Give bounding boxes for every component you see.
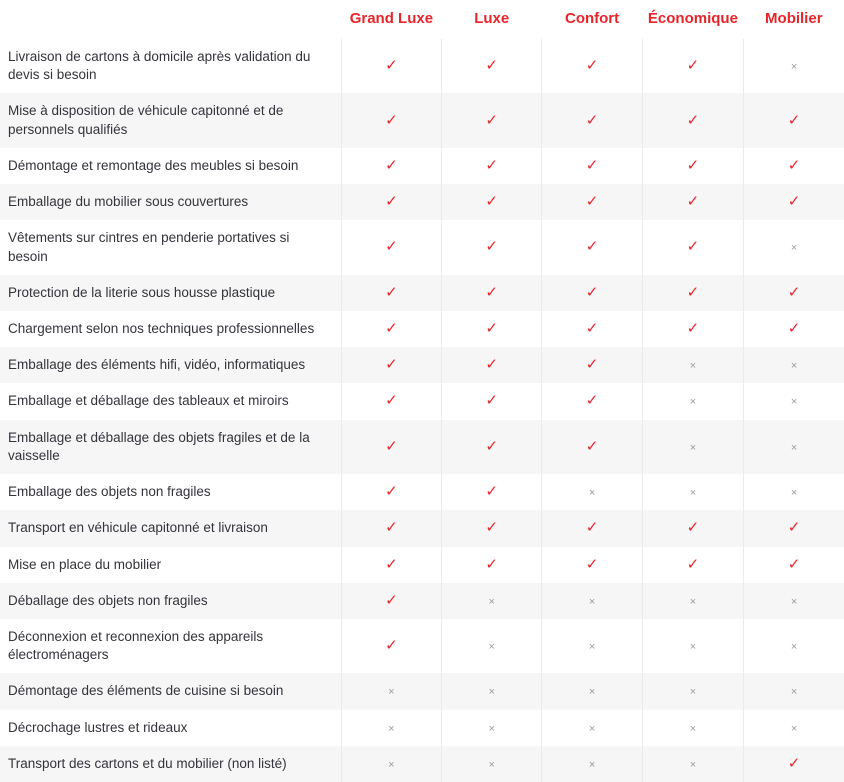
cross-icon: × bbox=[790, 61, 798, 74]
table-row bbox=[0, 583, 844, 619]
cell-plan-0 bbox=[341, 673, 441, 709]
check-icon: ✓ bbox=[686, 319, 700, 337]
feature-label: Mise à disposition de véhicule capitonné et de personnels qualifiés bbox=[0, 93, 341, 147]
cell-plan-4 bbox=[744, 311, 844, 347]
cell-plan-2 bbox=[542, 93, 642, 147]
cell-plan-3 bbox=[642, 383, 743, 419]
cell-plan-4 bbox=[744, 710, 844, 746]
check-icon: ✓ bbox=[585, 356, 599, 374]
cell-plan-2 bbox=[542, 39, 642, 93]
cross-icon: × bbox=[790, 686, 798, 699]
cell-plan-3 bbox=[642, 673, 743, 709]
cross-icon: × bbox=[588, 722, 596, 735]
cell-plan-2 bbox=[542, 420, 642, 474]
cross-icon: × bbox=[689, 487, 697, 500]
cell-plan-2 bbox=[542, 184, 642, 220]
cross-icon: × bbox=[388, 686, 395, 699]
cell-plan-4 bbox=[744, 93, 844, 147]
table-row bbox=[0, 619, 844, 673]
table-row bbox=[0, 347, 844, 383]
check-icon: ✓ bbox=[585, 392, 599, 410]
cell-plan-0 bbox=[341, 311, 441, 347]
cross-icon: × bbox=[790, 396, 798, 409]
cell-plan-0 bbox=[341, 220, 441, 274]
cell-plan-3 bbox=[642, 420, 743, 474]
cell-plan-1 bbox=[442, 547, 542, 583]
column-header-plan-3: Économique bbox=[642, 0, 743, 39]
cell-plan-3 bbox=[642, 583, 743, 619]
cross-icon: × bbox=[689, 686, 697, 699]
feature-label: Transport en véhicule capitonné et livraison bbox=[0, 510, 341, 546]
check-icon: ✓ bbox=[585, 156, 599, 174]
cell-plan-3 bbox=[642, 710, 743, 746]
table-row bbox=[0, 275, 844, 311]
cell-plan-4 bbox=[744, 148, 844, 184]
cell-plan-4 bbox=[744, 510, 844, 546]
feature-label: Protection de la literie sous housse plastique bbox=[0, 275, 341, 311]
check-icon: ✓ bbox=[485, 555, 498, 573]
check-icon: ✓ bbox=[485, 483, 498, 501]
cell-plan-1 bbox=[442, 275, 542, 311]
feature-label: Transport des cartons et du mobilier (non listé) bbox=[0, 746, 341, 782]
cross-icon: × bbox=[689, 360, 697, 373]
check-icon: ✓ bbox=[686, 238, 700, 256]
feature-label: Démontage et remontage des meubles si besoin bbox=[0, 148, 341, 184]
cross-icon: × bbox=[689, 641, 697, 654]
cell-plan-2 bbox=[542, 619, 642, 673]
check-icon: ✓ bbox=[787, 555, 801, 573]
cell-plan-2 bbox=[542, 710, 642, 746]
cell-plan-4 bbox=[744, 347, 844, 383]
check-icon: ✓ bbox=[485, 519, 498, 537]
check-icon: ✓ bbox=[585, 555, 599, 573]
check-icon: ✓ bbox=[585, 238, 599, 256]
cell-plan-1 bbox=[442, 474, 542, 510]
cell-plan-1 bbox=[442, 184, 542, 220]
cell-plan-2 bbox=[542, 148, 642, 184]
table-row bbox=[0, 547, 844, 583]
cell-plan-3 bbox=[642, 510, 743, 546]
cell-plan-0 bbox=[341, 383, 441, 419]
cell-plan-0 bbox=[341, 547, 441, 583]
feature-label: Chargement selon nos techniques professionnelles bbox=[0, 311, 341, 347]
cell-plan-2 bbox=[542, 275, 642, 311]
cell-plan-2 bbox=[542, 673, 642, 709]
cell-plan-1 bbox=[442, 148, 542, 184]
check-icon: ✓ bbox=[485, 238, 498, 256]
cross-icon: × bbox=[790, 595, 798, 608]
table-row bbox=[0, 746, 844, 782]
check-icon: ✓ bbox=[686, 156, 700, 174]
check-icon: ✓ bbox=[485, 319, 498, 337]
cell-plan-1 bbox=[442, 619, 542, 673]
cell-plan-0 bbox=[341, 93, 441, 147]
check-icon: ✓ bbox=[787, 319, 801, 337]
check-icon: ✓ bbox=[385, 238, 398, 256]
check-icon: ✓ bbox=[686, 57, 700, 75]
check-icon: ✓ bbox=[385, 437, 398, 455]
cell-plan-4 bbox=[744, 619, 844, 673]
cell-plan-1 bbox=[442, 510, 542, 546]
check-icon: ✓ bbox=[385, 57, 398, 75]
check-icon: ✓ bbox=[485, 437, 498, 455]
cell-plan-0 bbox=[341, 510, 441, 546]
check-icon: ✓ bbox=[385, 555, 398, 573]
cross-icon: × bbox=[790, 242, 798, 255]
cell-plan-3 bbox=[642, 275, 743, 311]
cross-icon: × bbox=[588, 686, 596, 699]
cell-plan-3 bbox=[642, 347, 743, 383]
check-icon: ✓ bbox=[485, 156, 498, 174]
cell-plan-1 bbox=[442, 383, 542, 419]
cell-plan-0 bbox=[341, 347, 441, 383]
check-icon: ✓ bbox=[686, 519, 700, 537]
cell-plan-2 bbox=[542, 383, 642, 419]
cell-plan-2 bbox=[542, 311, 642, 347]
cell-plan-0 bbox=[341, 148, 441, 184]
cell-plan-0 bbox=[341, 184, 441, 220]
cell-plan-1 bbox=[442, 39, 542, 93]
cross-icon: × bbox=[689, 595, 697, 608]
check-icon: ✓ bbox=[686, 283, 700, 301]
cross-icon: × bbox=[689, 758, 697, 771]
cell-plan-3 bbox=[642, 93, 743, 147]
cell-plan-2 bbox=[542, 510, 642, 546]
table-row bbox=[0, 148, 844, 184]
check-icon: ✓ bbox=[585, 111, 599, 129]
cell-plan-4 bbox=[744, 275, 844, 311]
cell-plan-1 bbox=[442, 710, 542, 746]
check-icon: ✓ bbox=[385, 193, 398, 211]
check-icon: ✓ bbox=[485, 283, 498, 301]
table-row bbox=[0, 420, 844, 474]
cross-icon: × bbox=[488, 595, 495, 608]
check-icon: ✓ bbox=[585, 283, 599, 301]
check-icon: ✓ bbox=[385, 591, 398, 609]
cell-plan-4 bbox=[744, 39, 844, 93]
check-icon: ✓ bbox=[585, 319, 599, 337]
feature-label: Mise en place du mobilier bbox=[0, 547, 341, 583]
cross-icon: × bbox=[689, 396, 697, 409]
check-icon: ✓ bbox=[686, 193, 700, 211]
cell-plan-2 bbox=[542, 347, 642, 383]
cell-plan-0 bbox=[341, 583, 441, 619]
column-header-plan-2: Confort bbox=[542, 0, 642, 39]
check-icon: ✓ bbox=[485, 57, 498, 75]
cell-plan-1 bbox=[442, 220, 542, 274]
check-icon: ✓ bbox=[686, 111, 700, 129]
check-icon: ✓ bbox=[787, 156, 801, 174]
cell-plan-0 bbox=[341, 746, 441, 782]
cell-plan-4 bbox=[744, 220, 844, 274]
table-row bbox=[0, 383, 844, 419]
feature-label: Emballage du mobilier sous couvertures bbox=[0, 184, 341, 220]
column-header-feature bbox=[0, 0, 341, 39]
check-icon: ✓ bbox=[787, 754, 801, 772]
check-icon: ✓ bbox=[385, 319, 398, 337]
check-icon: ✓ bbox=[385, 519, 398, 537]
cell-plan-3 bbox=[642, 311, 743, 347]
cross-icon: × bbox=[588, 758, 596, 771]
cross-icon: × bbox=[790, 722, 798, 735]
check-icon: ✓ bbox=[787, 283, 801, 301]
cell-plan-4 bbox=[744, 547, 844, 583]
cross-icon: × bbox=[790, 441, 798, 454]
cross-icon: × bbox=[689, 722, 697, 735]
cell-plan-1 bbox=[442, 583, 542, 619]
cell-plan-2 bbox=[542, 583, 642, 619]
feature-label: Vêtements sur cintres en penderie portatives si besoin bbox=[0, 220, 341, 274]
cell-plan-1 bbox=[442, 420, 542, 474]
check-icon: ✓ bbox=[485, 356, 498, 374]
table-row bbox=[0, 474, 844, 510]
cross-icon: × bbox=[588, 641, 596, 654]
check-icon: ✓ bbox=[485, 111, 498, 129]
cross-icon: × bbox=[790, 641, 798, 654]
cell-plan-3 bbox=[642, 474, 743, 510]
cell-plan-0 bbox=[341, 474, 441, 510]
feature-label: Décrochage lustres et rideaux bbox=[0, 710, 341, 746]
feature-label: Emballage et déballage des tableaux et miroirs bbox=[0, 383, 341, 419]
feature-label: Déballage des objets non fragiles bbox=[0, 583, 341, 619]
table-body bbox=[0, 39, 844, 782]
cross-icon: × bbox=[388, 722, 395, 735]
cell-plan-3 bbox=[642, 619, 743, 673]
cell-plan-1 bbox=[442, 347, 542, 383]
cell-plan-0 bbox=[341, 39, 441, 93]
check-icon: ✓ bbox=[385, 283, 398, 301]
cell-plan-4 bbox=[744, 746, 844, 782]
check-icon: ✓ bbox=[385, 356, 398, 374]
cell-plan-1 bbox=[442, 93, 542, 147]
check-icon: ✓ bbox=[787, 519, 801, 537]
check-icon: ✓ bbox=[585, 437, 599, 455]
table-row bbox=[0, 39, 844, 93]
cell-plan-3 bbox=[642, 184, 743, 220]
cell-plan-1 bbox=[442, 673, 542, 709]
table-row bbox=[0, 93, 844, 147]
feature-label: Emballage et déballage des objets fragiles et de la vaisselle bbox=[0, 420, 341, 474]
cell-plan-4 bbox=[744, 383, 844, 419]
check-icon: ✓ bbox=[385, 392, 398, 410]
column-header-plan-1: Luxe bbox=[442, 0, 542, 39]
cell-plan-4 bbox=[744, 420, 844, 474]
table-row bbox=[0, 673, 844, 709]
cross-icon: × bbox=[488, 758, 495, 771]
cross-icon: × bbox=[388, 758, 395, 771]
cell-plan-3 bbox=[642, 148, 743, 184]
check-icon: ✓ bbox=[385, 637, 398, 655]
cell-plan-4 bbox=[744, 673, 844, 709]
feature-label: Emballage des éléments hifi, vidéo, informatiques bbox=[0, 347, 341, 383]
table-row bbox=[0, 220, 844, 274]
cell-plan-2 bbox=[542, 474, 642, 510]
table-header bbox=[0, 0, 844, 39]
cell-plan-4 bbox=[744, 583, 844, 619]
feature-label: Démontage des éléments de cuisine si besoin bbox=[0, 673, 341, 709]
cell-plan-3 bbox=[642, 746, 743, 782]
cell-plan-3 bbox=[642, 547, 743, 583]
header-row bbox=[0, 0, 844, 39]
check-icon: ✓ bbox=[385, 156, 398, 174]
cross-icon: × bbox=[488, 722, 495, 735]
cell-plan-0 bbox=[341, 275, 441, 311]
cell-plan-3 bbox=[642, 39, 743, 93]
column-header-plan-4: Mobilier bbox=[744, 0, 844, 39]
column-header-plan-0: Grand Luxe bbox=[341, 0, 441, 39]
check-icon: ✓ bbox=[787, 193, 801, 211]
cell-plan-3 bbox=[642, 220, 743, 274]
check-icon: ✓ bbox=[585, 193, 599, 211]
cell-plan-1 bbox=[442, 746, 542, 782]
table-row bbox=[0, 510, 844, 546]
cell-plan-2 bbox=[542, 547, 642, 583]
cell-plan-4 bbox=[744, 474, 844, 510]
table-row bbox=[0, 184, 844, 220]
cell-plan-0 bbox=[341, 619, 441, 673]
check-icon: ✓ bbox=[787, 111, 801, 129]
cell-plan-4 bbox=[744, 184, 844, 220]
feature-label: Déconnexion et reconnexion des appareils électroménagers bbox=[0, 619, 341, 673]
check-icon: ✓ bbox=[485, 392, 498, 410]
cross-icon: × bbox=[488, 686, 495, 699]
cross-icon: × bbox=[588, 487, 596, 500]
check-icon: ✓ bbox=[585, 519, 599, 537]
check-icon: ✓ bbox=[686, 555, 700, 573]
cross-icon: × bbox=[790, 360, 798, 373]
table-row bbox=[0, 710, 844, 746]
cell-plan-2 bbox=[542, 220, 642, 274]
check-icon: ✓ bbox=[585, 57, 599, 75]
cross-icon: × bbox=[689, 441, 697, 454]
cell-plan-2 bbox=[542, 746, 642, 782]
cross-icon: × bbox=[488, 641, 495, 654]
feature-label: Livraison de cartons à domicile après validation du devis si besoin bbox=[0, 39, 341, 93]
feature-label: Emballage des objets non fragiles bbox=[0, 474, 341, 510]
cross-icon: × bbox=[790, 487, 798, 500]
cell-plan-0 bbox=[341, 710, 441, 746]
cell-plan-0 bbox=[341, 420, 441, 474]
check-icon: ✓ bbox=[485, 193, 498, 211]
table-row bbox=[0, 311, 844, 347]
cell-plan-1 bbox=[442, 311, 542, 347]
check-icon: ✓ bbox=[385, 483, 398, 501]
check-icon: ✓ bbox=[385, 111, 398, 129]
cross-icon: × bbox=[588, 595, 596, 608]
